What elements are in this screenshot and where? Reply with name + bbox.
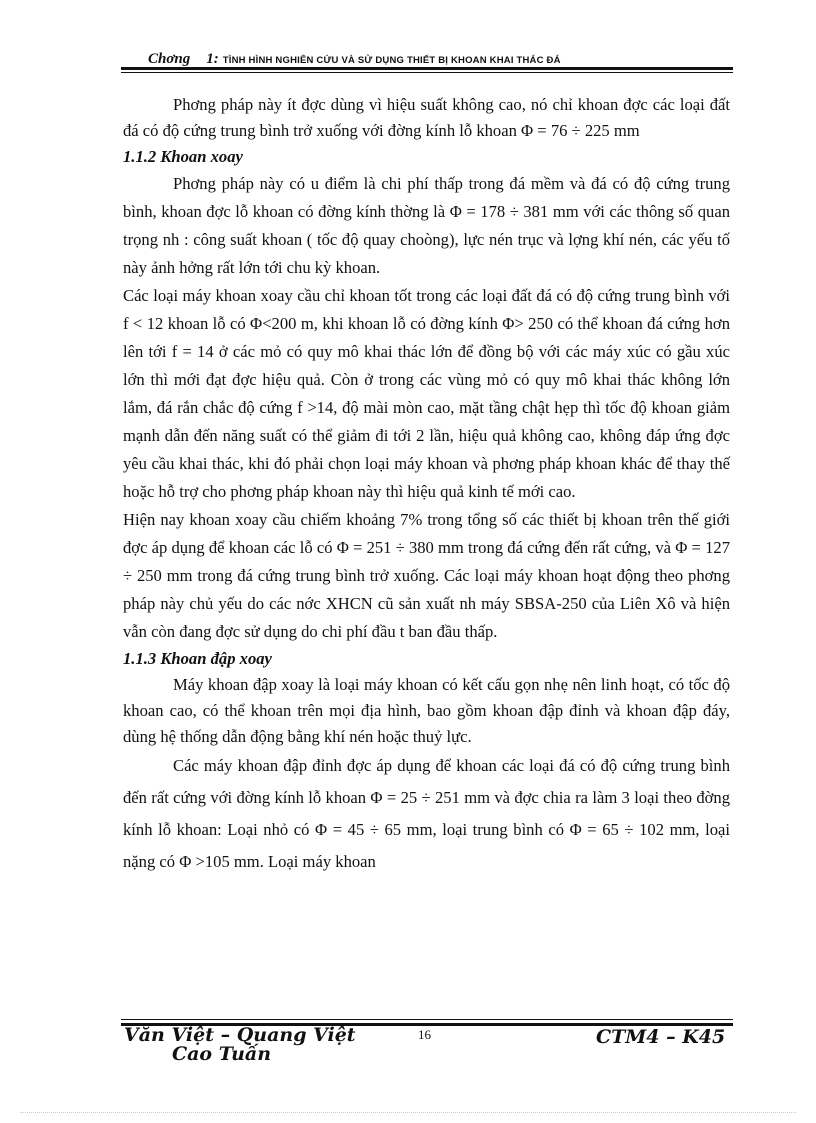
chapter-label: Chơng <box>148 51 191 67</box>
footer-rule-thin <box>121 1019 733 1020</box>
header-rule-thin <box>121 72 733 73</box>
footer-class-code: CTM4 – K45 <box>596 1026 726 1048</box>
paragraph-3: Các loại máy khoan xoay cầu chỉ khoan tốt trong các loại đất đá có độ cứng trung bình với f < 12 khoan lỗ có Φ<200 m, khi khoan lỗ có đờng kính Φ> 250 có thể khoan đá cứng hơn lên tới f = 14 ở các mỏ có quy mô khai thác lớn để đồng bộ với các máy xúc có gầu xúc lớn thì mới đạt đợc hiệu quả. Còn ở trong các vùng mỏ có quy mô khai thác không lớn lắm, đá rắn chắc độ cứng f >14, độ mài mòn cao, mặt tầng chật hẹp thì tốc độ khoan giảm mạnh dẫn đến năng suất có thể giảm đi tới 2 lần, hiệu quả không cao, không đáp ứng đợc yêu cầu khai thác, khi đó phải chọn loại máy khoan và phơng pháp khoan khác để thay thế hoặc hỗ trợ cho phơng pháp khoan này thì hiệu quả kinh tế mới cao. <box>123 286 730 501</box>
paragraph-6: Các máy khoan đập đỉnh đợc áp dụng để khoan các loại đá có độ cứng trung bình đến rất cứng với đờng kính lỗ khoan Φ = 25 ÷ 251 mm và đợc chia ra làm 3 loại theo đờng kính lỗ khoan: Loại nhỏ có Φ = 45 ÷ 65 mm, loại trung bình có Φ = 65 ÷ 102 mm, loại nặng có Φ >105 mm. Loại máy khoan <box>123 756 730 871</box>
header-rule-thick <box>121 67 733 70</box>
chapter-number: 1: <box>206 51 219 67</box>
section-heading-1-1-3: 1.1.3 Khoan đập xoay <box>123 649 272 668</box>
chapter-title: TÌNH HÌNH NGHIÊN CỨU VÀ SỬ DỤNG THIẾT BỊ KHOAN KHAI THÁC ĐÁ <box>222 55 561 66</box>
footer-authors-line1: Văn Việt – Quang Việt <box>124 1024 356 1046</box>
footer-authors <box>124 1026 356 1064</box>
page-number: 16 <box>418 1027 431 1042</box>
paragraph-2: Phơng pháp này có u điểm là chi phí thấp trong đá mềm và đá có độ cứng trung bình, khoan đợc lỗ khoan có đờng kính thờng là Φ = 178 ÷ 381 mm với các thông số quan trọng nh : công suất khoan ( tốc độ quay choòng), lực nén trục và lợng khí nén, các yếu tố này ảnh hởng rất lớn tới chu kỳ khoan. <box>123 174 730 277</box>
page-bottom-dotted-line <box>20 1112 796 1113</box>
page-body <box>123 92 730 878</box>
paragraph-5: Máy khoan đập xoay là loại máy khoan có kết cấu gọn nhẹ nên linh hoạt, có tốc độ khoan cao, có thể khoan trên mọi địa hình, bao gồm khoan đập đỉnh và khoan đập đáy, dùng hệ thống dẫn động bằng khí nén hoặc thuỷ lực. <box>123 675 730 746</box>
section-heading-1-1-2: 1.1.2 Khoan xoay <box>123 147 243 166</box>
paragraph-1: Phơng pháp này ít đợc dùng vì hiệu suất không cao, nó chỉ khoan đợc các loại đất đá có độ cứng trung bình trở xuống với đờng kính lỗ khoan Φ = 76 ÷ 225 mm <box>123 95 730 140</box>
paragraph-4: Hiện nay khoan xoay cầu chiếm khoảng 7% trong tổng số các thiết bị khoan trên thế giới đợc áp dụng để khoan các lỗ có Φ = 251 ÷ 380 mm trong đá cứng đến rất cứng, và Φ = 127 ÷ 250 mm trong đá cứng trung bình trở xuống. Các loại máy khoan hoạt động theo phơng pháp này chủ yếu do các nớc XHCN cũ sản xuất nh máy SBSA-250 của Liên Xô và hiện vẫn còn đang đợc sử dụng do chi phí đầu t ban đầu thấp. <box>123 510 730 641</box>
footer-authors-line2: Cao Tuấn <box>172 1043 272 1065</box>
